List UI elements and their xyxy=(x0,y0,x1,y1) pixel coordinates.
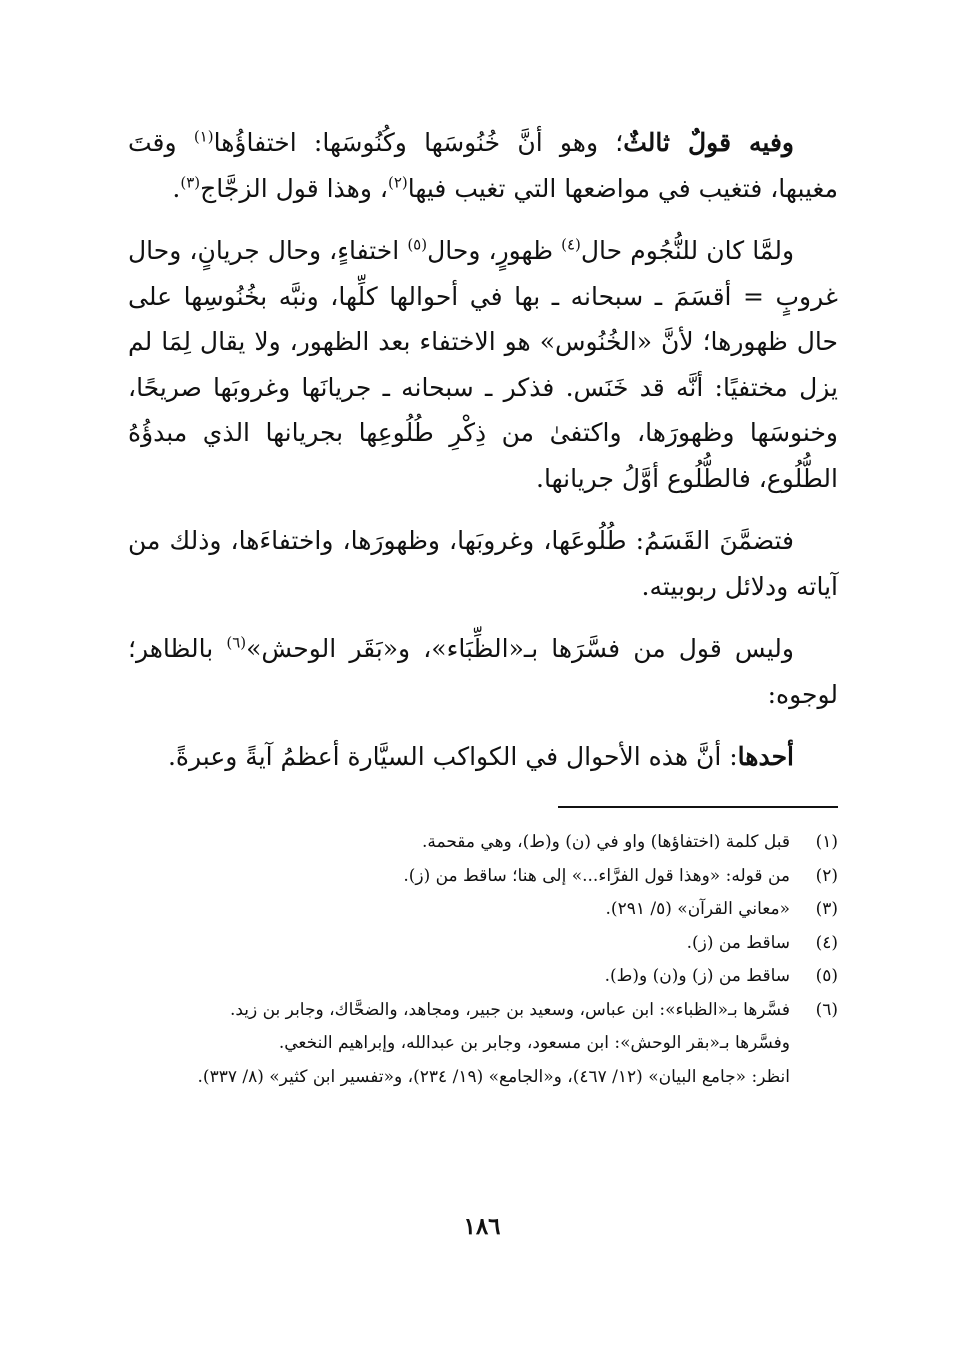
footnote-number: (٤) xyxy=(815,932,838,953)
text-run: : أنَّ هذه الأحوال في الكواكب السيَّارة أعظمُ آيةً وعبرةً. xyxy=(167,742,738,771)
text-run: . xyxy=(172,173,181,203)
footnote-ref[interactable]: (٢) xyxy=(387,173,408,192)
text-run: اختفاءٍ، وحال جريانٍ، وحال غروبٍ = أقسَمَ ـ سبحانه ـ بها في أحوالها كلِّها، ونبَّه بخُنُوسِها على حال ظهورها؛ لأنَّ «الخُنُوس» هو الاختفاء بعد الظهور، ولا يقال لِمَا لم يزل مختفيًا: أنَّه قد خَنَس. فذكر ـ سبحانه ـ جريانَها وغروبَها صريحًا، وخنوسَها وظهورَها، واكتفىٰ من ذِكْرِ طُلُوعِها بجريانها الذي مبدؤُهُ الطُّلُوع، فالطُّلُوع أوَّلُ جريانها. xyxy=(128,236,838,493)
text-run: ، وهذا قول الزجَّاج xyxy=(200,173,388,203)
text-run: وليس قول من فسَّرَها بـ«الظِّبَاء»، و«بَقَر الوحش» xyxy=(246,634,794,663)
footnote-number: (١) xyxy=(815,832,838,852)
footnote-continuation: وفسَّرها بـ«بقر الوحش»: ابن مسعود، وجابر بن عبدالله، وإبراهيم النخعي. xyxy=(278,1033,790,1053)
footnote-text: «معاني القرآن» (٥/ ٢٩١). xyxy=(605,899,790,919)
bold-lead: أحدها xyxy=(737,742,794,771)
footnotes xyxy=(128,826,838,1094)
bold-lead: وفيه قولٌ ثالثٌ xyxy=(623,128,794,157)
paragraph-2 xyxy=(128,228,838,501)
footnote-text: فسَّرها بـ«الظباء»: ابن عباس، وسعيد بن جبير، ومجاهد، والضحَّاك، وجابر بن زيد. xyxy=(229,999,790,1020)
footnote-ref[interactable]: (٤) xyxy=(561,235,581,254)
text-run: بالظاهر؛ لوجوه: xyxy=(128,634,838,709)
footnote-separator xyxy=(558,806,838,808)
footnote xyxy=(128,860,838,894)
paragraph-3: فتضمَّنَ القَسَمُ: طُلُوعَها، وغروبَها، وظهورَها، واختفاءَها، وذلك من آياته ودلائل ربوبيته. xyxy=(128,526,838,601)
text-run: وقتَ مغيبها، فتغيب في مواضعها التي تغيب فيها xyxy=(128,128,838,203)
footnote xyxy=(128,994,838,1028)
footnote-text: من قوله: «وهذا قول الفرَّاء...» إلى هنا؛ ساقط من (ز). xyxy=(403,865,790,886)
footnote-number: (٢) xyxy=(815,865,838,886)
footnote xyxy=(128,960,838,994)
paragraph-4 xyxy=(128,626,838,717)
text-run: ظهورٍ، وحال xyxy=(427,236,562,265)
footnote-ref[interactable]: (٦) xyxy=(226,633,247,652)
footnote xyxy=(128,893,838,927)
text-run: ولمَّا كان للنُّجُوم حال xyxy=(580,236,795,265)
footnote-text: ساقط من (ز) و(ن) و(ط). xyxy=(604,966,790,986)
paragraph-5 xyxy=(128,734,838,780)
footnote-ref[interactable]: (١) xyxy=(193,127,214,146)
footnote-ref[interactable]: (٣) xyxy=(180,173,201,192)
main-text xyxy=(128,120,838,797)
footnote xyxy=(128,826,838,860)
page-number: ١٨٦ xyxy=(463,1213,501,1240)
footnote-number: (٥) xyxy=(815,966,838,986)
footnote-text: ساقط من (ز). xyxy=(686,932,790,953)
footnote-continuation: انظر: «جامع البيان» (١٢/ ٤٦٧)، و«الجامع» (١٩/ ٢٣٤)، و«تفسير ابن كثير» (٨/ ٣٣٧). xyxy=(197,1066,790,1087)
footnote-text: قبل كلمة (اختفاؤها) واو في (ن) و(ط)، وهي مقحمة. xyxy=(421,832,790,852)
text-run: ؛ وهو أنَّ خُنُوسَها وكُنُوسَها: اختفاؤُها xyxy=(213,128,624,157)
paragraph-1 xyxy=(128,120,838,211)
footnote xyxy=(128,927,838,961)
footnote-ref[interactable]: (٥) xyxy=(407,235,428,254)
footnote-number: (٦) xyxy=(815,999,838,1020)
footnote-number: (٣) xyxy=(815,899,838,919)
